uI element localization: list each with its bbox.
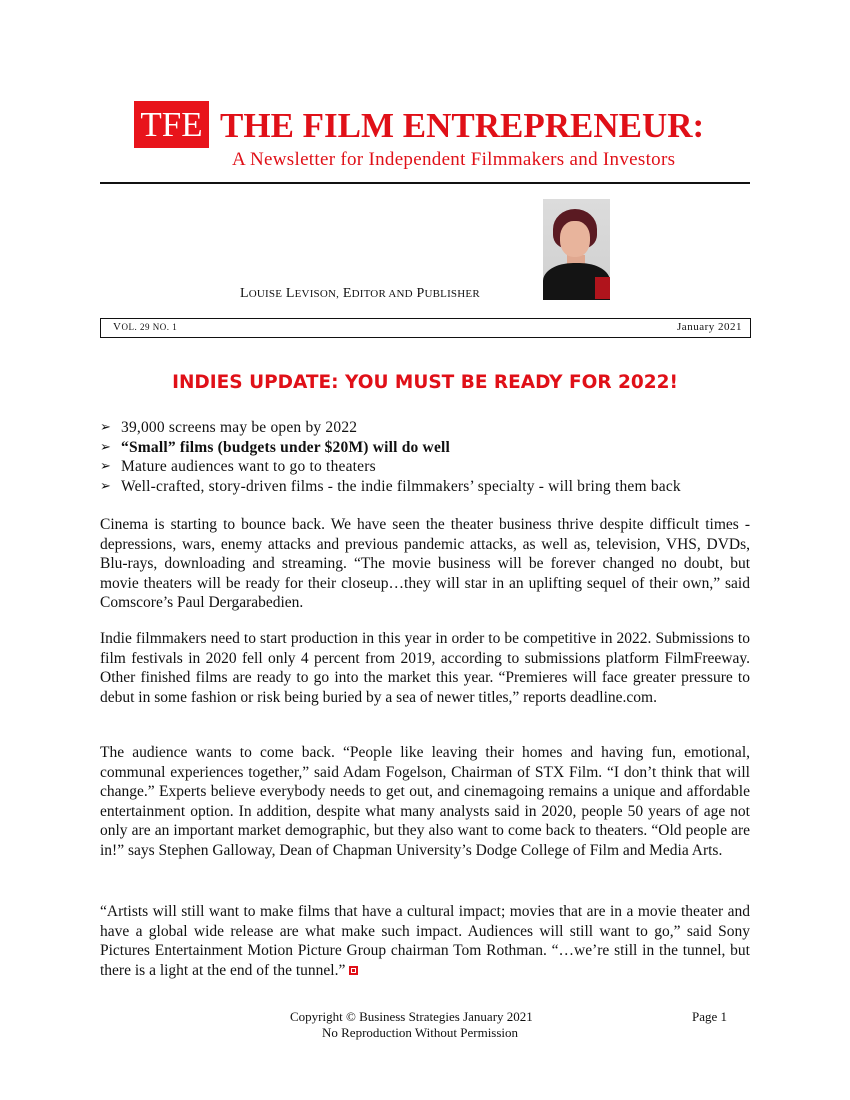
reproduction-notice: No Reproduction Without Permission (322, 1025, 519, 1040)
tfe-logo: TFE (134, 101, 209, 148)
arrow-bullet-icon: ➢ (100, 459, 112, 474)
list-item: ➢ Well-crafted, story-driven films - the indie filmmakers’ specialty - will bring them back (100, 477, 681, 495)
list-item: ➢ “Small” films (budgets under $20M) will do well (100, 438, 451, 456)
editor-photo (543, 199, 610, 300)
copyright-notice: Copyright © Business Strategies January 2021 (290, 1009, 533, 1024)
volume-number: VOL. 29 NO. 1 (113, 321, 178, 333)
arrow-bullet-icon: ➢ (100, 478, 112, 494)
masthead-divider (100, 182, 750, 184)
issue-date: January 2021 (677, 321, 742, 333)
article-headline: INDIES UPDATE: YOU MUST BE READY FOR 2022! (172, 372, 678, 393)
body-paragraph: Cinema is starting to bounce back. We have seen the theater business thrive despite difficult times - depressions, wars, enemy attacks and previous pandemic attacks, as well as, television, VHS, DVDs, Blu-rays, downloading and streaming. “The movie business will be forever changed no doubt, but movie theaters will be ready for their closeup…they will star in an uplifting sequel of their own,” said Comscore’s Paul Dergarabedien. (100, 516, 750, 611)
body-paragraph: Indie filmmakers need to start production in this year in order to be competitive in 2022. Submissions to film festivals in 2020 fell only 4 percent from 2019, according to submissions platform FilmFreeway. Other finished films are ready to go into the market this year. “Premieres will face greater pressure to debut in some fashion or risk being buried by a sea of newer titles,” reports deadline.com. (100, 630, 750, 706)
newsletter-subtitle: A Newsletter for Independent Filmmakers and Investors (232, 149, 676, 170)
issue-bar (100, 318, 751, 338)
arrow-bullet-icon: ➢ (100, 439, 112, 455)
end-of-article-icon (349, 966, 358, 975)
body-paragraph: The audience wants to come back. “People like leaving their homes and having fun, emotional, communal experiences together,” said Adam Fogelson, Chairman of STX Film. “I don’t think that will change.” Experts believe everybody needs to get out, and cinemagoing remains a unique and affordable entertainment option. In addition, despite what many analysts said in 2020, people 50 years of age not only are an important market demographic, but they also want to come back to theaters. “Old people are in!” says Stephen Galloway, Dean of Chapman University’s Dodge College of Film and Media Arts. (100, 744, 750, 859)
page-number: Page 1 (692, 1009, 728, 1024)
list-item: ➢ 39,000 screens may be open by 2022 (100, 419, 358, 436)
arrow-bullet-icon: ➢ (100, 420, 112, 435)
list-item: ➢ Mature audiences want to go to theaters (100, 458, 376, 475)
body-paragraph: “Artists will still want to make films that have a cultural impact; movies that are in a movie theater and have a global wide release are what make such impact. Audiences will still want to go,” said Sony Pictures Entertainment Motion Picture Group chairman Tom Rothman. “…we’re still in the tunnel, but there is a light at the end of the tunnel.” (100, 903, 750, 979)
summary-bullets (100, 418, 760, 496)
newsletter-title: THE FILM ENTREPRENEUR: (220, 106, 705, 145)
editor-credit: LOUISE LEVISON, EDITOR AND PUBLISHER (240, 286, 480, 301)
